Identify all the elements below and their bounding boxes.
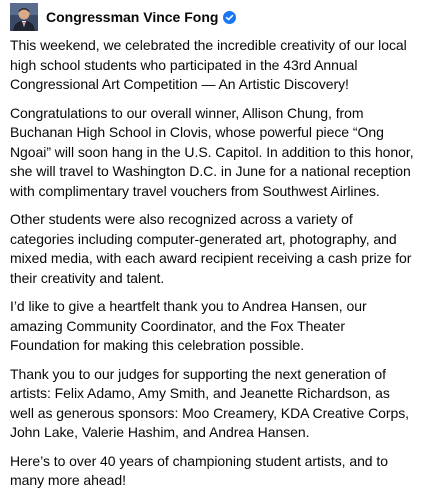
avatar-image [10, 3, 38, 31]
post-paragraph: Thank you to our judges for supporting the next generation of artists: Felix Adamo, Amy Smith, and Jeanette Richardson, as well as generous sponsors: Moo Creamery, KDA Creative Corps, John Lake, Valerie Hashim, and Andrea Hansen. [10, 365, 410, 440]
post-body [10, 34, 414, 491]
author-avatar[interactable] [10, 3, 38, 31]
post-paragraph: This weekend, we celebrated the incredible creativity of our local high school students who participated in the 43rd Annual Congressional Art Competition — An Artistic Discovery! [10, 37, 407, 92]
post-paragraph: Here’s to over 40 years of championing student artists, and to many more ahead! [10, 452, 388, 488]
author-name[interactable]: Congressman Vince Fong [46, 9, 219, 25]
post-paragraph: I’d like to give a heartfelt thank you to Andrea Hansen, our amazing Community Coordinator, and the Fox Theater Foundation for making this celebration possible. [10, 298, 367, 353]
post-paragraph: Other students were also recognized across a variety of categories including computer-generated art, photography, and mixed media, with each award recipient receiving a cash prize for their creativity and talent. [10, 211, 412, 286]
post-header [10, 0, 414, 34]
verified-badge-icon [223, 11, 236, 24]
post-paragraph: Congratulations to our overall winner, Allison Chung, from Buchanan High School in Clovis, whose powerful piece “Ong Ngoai” will soon hang in the U.S. Capitol. In addition to this honor, she will travel to Washington D.C. in June for a national reception with complimentary travel vouchers from Southwest Airlines. [10, 104, 414, 199]
